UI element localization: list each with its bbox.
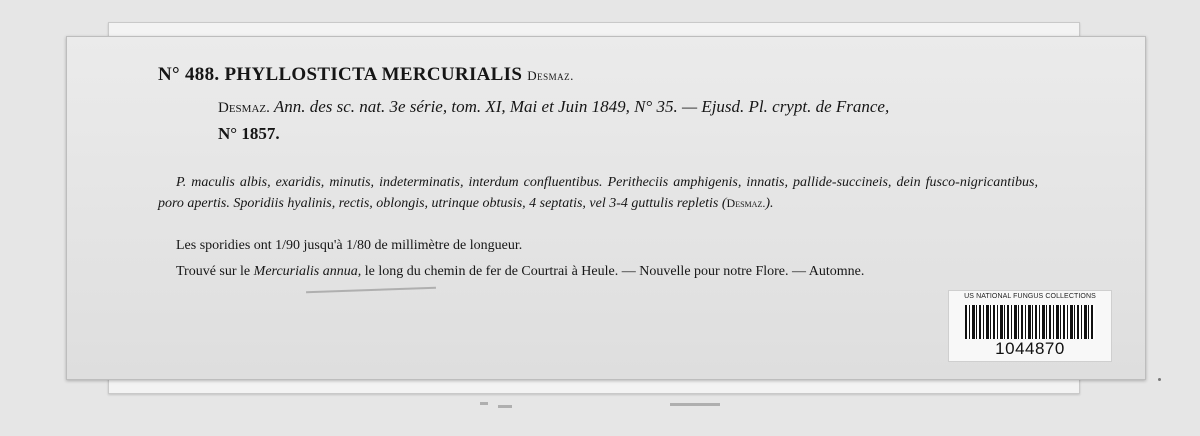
description-author: Desmaz. xyxy=(726,196,766,210)
barcode-icon xyxy=(965,305,1095,339)
latin-description xyxy=(158,172,1038,214)
specimen-number: N° 488. xyxy=(158,64,220,85)
literature-reference xyxy=(218,94,1048,146)
description-text: P. maculis albis, exaridis, minutis, indeterminatis, interdum confluentibus. Peritheciis amphigenis, innatis, pallide-succineis, dein fusco-nigricantibus, poro apertis. Sporidiis hyalinis, rectis, oblongis, utrinque obtusis, 4 septatis, vel 3-4 guttulis repletis ( xyxy=(158,175,1038,211)
barcode-header: US NATIONAL FUNGUS COLLECTIONS xyxy=(964,293,1096,300)
reference-author: Desmaz. xyxy=(218,100,270,116)
reference-text: Ann. des sc. nat. 3e série, tom. XI, Mai et Juin 1849, N° 35. — Ejusd. Pl. crypt. de France, xyxy=(273,97,890,116)
collection-note xyxy=(158,260,1038,284)
description-end: ). xyxy=(765,196,774,211)
speck xyxy=(1158,378,1161,381)
barcode-number: 1044870 xyxy=(995,339,1065,358)
taxon-author: Desmaz. xyxy=(527,68,574,83)
reference-number: N° 1857. xyxy=(218,124,280,143)
spores-note: Les sporidies ont 1/90 jusqu'à 1/80 de millimètre de longueur. xyxy=(176,238,523,253)
taxon-name: PHYLLOSTICTA MERCURIALIS xyxy=(224,64,523,85)
smudge-marks xyxy=(470,402,730,412)
collection-prefix: Trouvé sur le xyxy=(176,264,251,279)
collection-text: le long du chemin de fer de Courtrai à Heule. — Nouvelle pour notre Flore. — Automne. xyxy=(364,264,865,279)
collection-host: Mercurialis annua, xyxy=(253,264,362,279)
specimen-title xyxy=(158,64,574,86)
barcode-label xyxy=(948,290,1112,362)
